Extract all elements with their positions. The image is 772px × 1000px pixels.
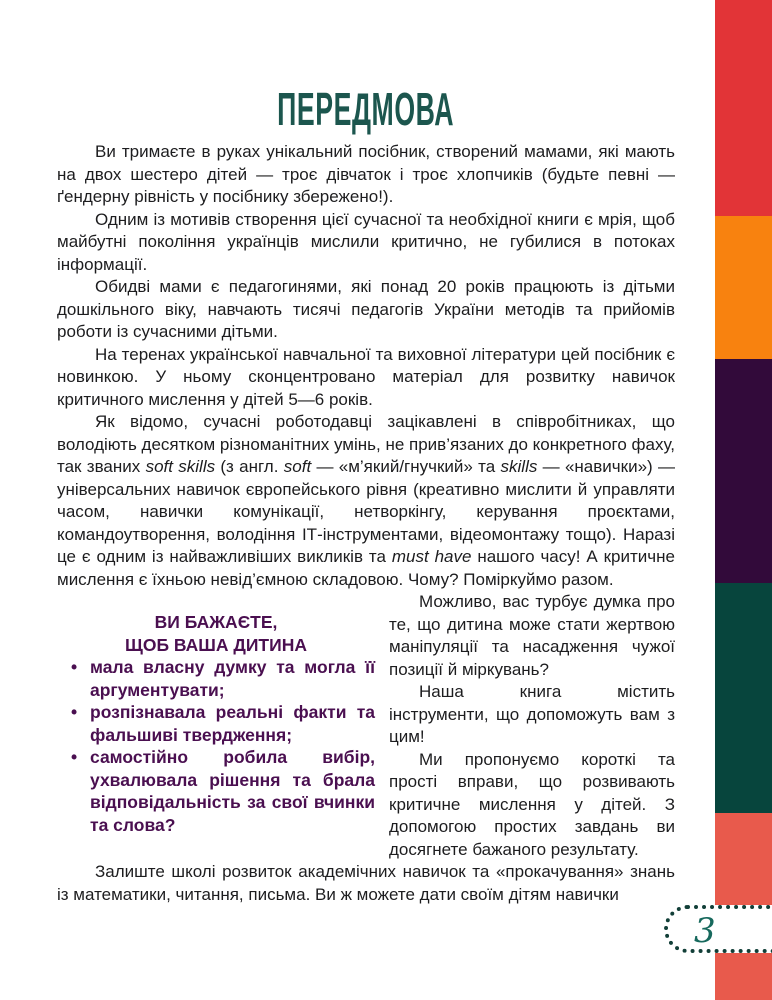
- chapter-title: [57, 83, 675, 135]
- two-column-section: [57, 591, 675, 861]
- bullet-marker: •: [71, 702, 78, 722]
- paragraph: Обидві мами є педагогинями, які понад 20 років працюють із дітьми дошкільного віку, навчають тисячі педагогів України методів та прийомів роботи із сучасними дітьми.: [57, 277, 675, 341]
- page-content: [57, 0, 675, 906]
- chapter-title-text: ПЕРЕДМОВА: [277, 83, 455, 135]
- page-number: 3: [694, 911, 716, 951]
- closing-paragraph: Залиште школі розвиток академічних навичок та «прокачування» знань із математики, читання, письма. Ви ж можете дати своїм дітям навички: [57, 862, 675, 904]
- sidebar-block-red: [715, 0, 772, 216]
- question-heading-line: ВИ БАЖАЄТЕ,: [154, 612, 278, 632]
- sidebar-block-dark-teal: [715, 583, 772, 813]
- paragraph: Можливо, вас турбує думка про те, що дитина може стати жертвою маніпуляції та насадження чужої позиції й міркувань?: [389, 592, 675, 679]
- question-heading-line: ЩОБ ВАША ДИТИНА: [125, 634, 307, 655]
- question-column: [57, 591, 375, 861]
- bullet-marker: •: [71, 747, 78, 767]
- question-bullet-list: [57, 656, 375, 836]
- question-heading: [57, 611, 375, 656]
- bullet-item: [57, 701, 375, 746]
- paragraph: На теренах української навчальної та виховної літератури цей посібник є новинкою. У ньому сконцентровано матеріал для розвитку навичок критичного мислення у дітей 5—6 років.: [57, 344, 675, 409]
- color-sidebar: [715, 0, 772, 1000]
- sidebar-block-orange: [715, 216, 772, 359]
- bullet-text: розпізнавала реальні факти та фальшиві твердження;: [90, 702, 375, 745]
- page-number-plate: [664, 905, 772, 953]
- intro-text: [57, 141, 675, 591]
- bullet-text: мала власну думку та могла її аргументувати;: [90, 657, 375, 700]
- paragraph-soft-skills: Як відомо, сучасні роботодавці зацікавлені в співробітниках, що володіють десятком різноманітних умінь, не прив’язаних до конкретного фаху, так званих soft skills (з англ. soft — «м’який/гнучкий» та skills — «навички») — універсальних навичок європейського рівня (креативно мислити й управляти часом, навички комунікації, нетворкінгу, керування проєктами, командоутворення, володіння ІТ-інструментами, відеомонтажу тощо). Наразі це є одним із найважливіших викликів та must have нашого часу! А критичне мислення є їхньою невід’ємною складовою. Чому? Поміркуймо разом.: [57, 412, 675, 589]
- paragraph: Ви тримаєте в руках унікальний посібник, створений мамами, які мають на двох шестеро дітей — троє дівчаток і троє хлопчиків (будьте певні — ґендерну рівність у посібнику збережено!).: [57, 142, 675, 206]
- bullet-item: [57, 656, 375, 701]
- bullet-text: самостійно робила вибір, ухвалювала рішення та брала відповідальність за свої вчинки та слова?: [90, 747, 375, 835]
- paragraph: Ми пропонуємо короткі та прості вправи, що розвивають критичне мислення у дітей. З допомогою простих завдань ви досягнете бажаного результату.: [389, 749, 675, 859]
- bullet-marker: •: [71, 657, 78, 677]
- paragraph: Наша книга містить інструменти, що допоможуть вам з цим!: [389, 682, 675, 746]
- sidebar-block-dark-purple: [715, 359, 772, 583]
- answer-column: [389, 591, 675, 861]
- bullet-item: [57, 746, 375, 836]
- paragraph: Одним із мотивів створення цієї сучасної та необхідної книги є мрія, щоб майбутні покоління українців мислили критично, не губилися в потоках інформації.: [57, 209, 675, 274]
